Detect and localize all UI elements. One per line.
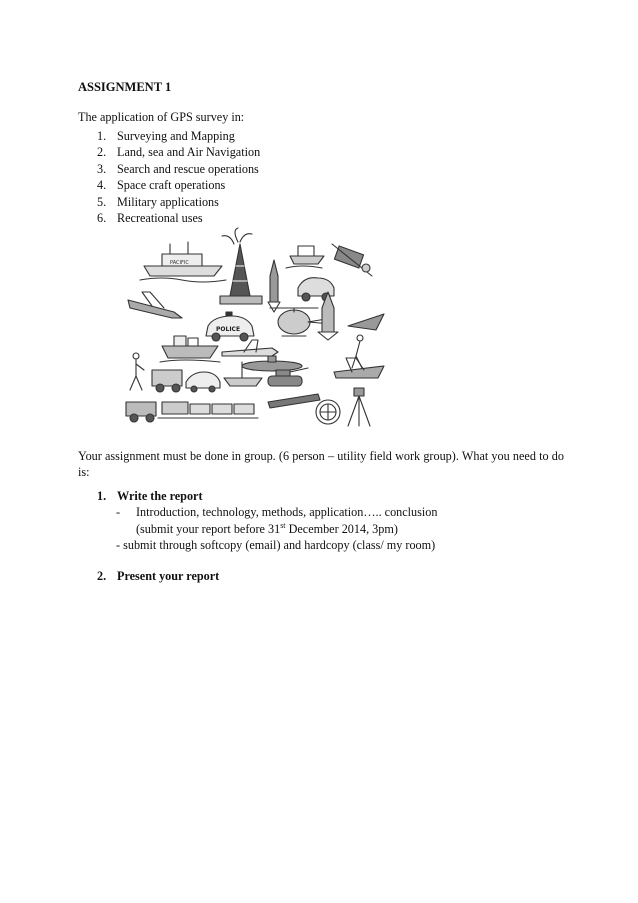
sedan-icon [186,372,220,392]
list-item: 6. Recreational uses [97,210,203,225]
list-item: 5. Military applications [97,194,219,209]
jet-icon [128,292,182,318]
rocket-icon [268,260,280,312]
jeep-icon [152,370,182,392]
train-icon [158,402,258,418]
police-label: POLICE [216,326,241,333]
ship-label: PACIFIC [170,260,189,266]
cargo-ship-icon [160,336,220,362]
gps-applications-illustration [122,226,387,432]
hiker-icon [130,353,144,390]
submarine-icon [242,356,302,371]
assignment-title: ASSIGNMENT 1 [78,80,172,94]
list-item: 3. Search and rescue operations [97,161,259,176]
task-1-line-2: (submit your report before 31st December 2014, 3pm) [136,520,398,536]
compass-icon [316,400,340,424]
truck-icon [126,402,156,422]
boat-icon [286,246,324,268]
shuttle-icon [318,292,338,340]
applications-list [97,128,260,226]
oil-rig-icon [220,228,262,304]
list-item: 4. Space craft operations [97,178,226,193]
survey-tripod-icon [348,388,370,426]
hang-glider-icon [348,314,384,368]
task-1-heading: 1. Write the report [97,489,203,503]
intro-text: The application of GPS survey in: [78,110,245,124]
task-1-line-1: - Introduction, technology, methods, application….. conclusion [116,505,438,519]
instructions-paragraph: Your assignment must be done in group. (6 person – utility field work group). What you need to do is: [78,449,564,479]
list-item: 1. Surveying and Mapping [97,129,235,143]
missile-icon [268,394,320,408]
task-2-heading: 2. Present your report [97,569,220,583]
airplane-icon [222,340,278,356]
satellite-icon [332,244,372,276]
list-item: 2. Land, sea and Air Navigation [97,145,261,160]
task-1-line-3: - submit through softcopy (email) and hardcopy (class/ my room) [116,538,436,552]
